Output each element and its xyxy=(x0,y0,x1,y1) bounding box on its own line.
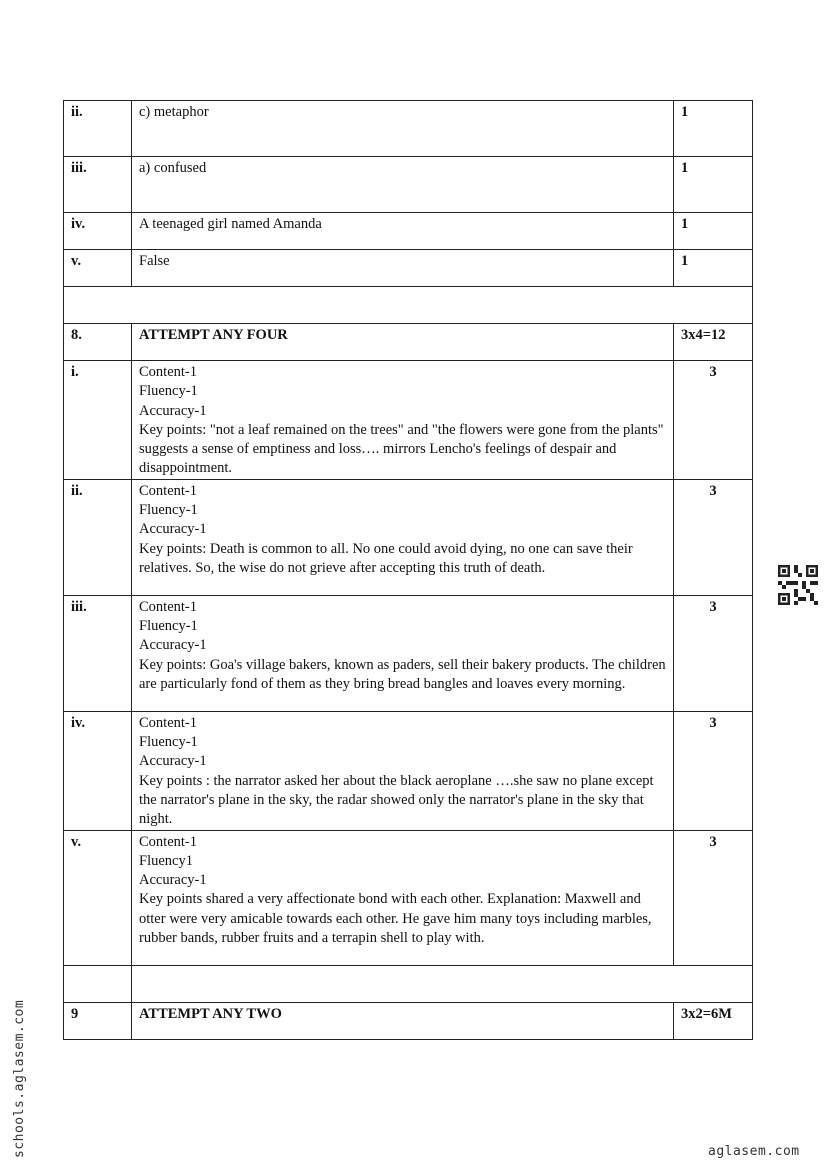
marks: 1 xyxy=(674,157,753,213)
question-number: iii. xyxy=(64,595,132,711)
section-title: ATTEMPT ANY FOUR xyxy=(132,324,674,361)
criterion: Content-1 xyxy=(139,598,197,615)
marks: 3 xyxy=(674,711,753,830)
question-number: v. xyxy=(64,250,132,287)
criterion: Accuracy-1 xyxy=(139,872,207,889)
question-number: v. xyxy=(64,830,132,965)
key-points: Key points: "not a leaf remained on the trees" and "the flowers were gone from the plants" suggests a sense of emptiness and loss…. mirrors Lencho's feelings of despair and disappointment. xyxy=(139,421,664,477)
question-number: i. xyxy=(64,361,132,480)
answer-text: A teenaged girl named Amanda xyxy=(132,213,674,250)
criterion: Content-1 xyxy=(139,714,197,731)
criterion: Accuracy-1 xyxy=(139,402,207,419)
answer-text xyxy=(132,711,674,830)
question-number: ii. xyxy=(64,101,132,157)
criterion: Content-1 xyxy=(139,364,197,380)
section-header-row xyxy=(64,1002,753,1039)
marks: 1 xyxy=(674,250,753,287)
section-header-row xyxy=(64,324,753,361)
section-marks: 3x2=6M xyxy=(674,1002,753,1039)
marking-scheme-table xyxy=(63,100,753,1040)
watermark-right: aglasem.com xyxy=(708,1144,800,1159)
criterion: Content-1 xyxy=(139,482,197,499)
marks: 1 xyxy=(674,101,753,157)
criterion: Fluency1 xyxy=(139,852,193,869)
answer-row xyxy=(64,361,753,480)
empty-cell xyxy=(64,965,132,1002)
key-points: Key points: Death is common to all. No one could avoid dying, no one can save their relatives. So, the wise do not grieve after accepting this truth of death. xyxy=(139,540,633,576)
marks: 3 xyxy=(674,361,753,480)
watermark-left: schools.aglasem.com xyxy=(12,999,27,1158)
section-marks: 3x4=12 xyxy=(674,324,753,361)
question-number: iv. xyxy=(64,711,132,830)
marks: 3 xyxy=(674,595,753,711)
marks: 1 xyxy=(674,213,753,250)
criterion: Fluency-1 xyxy=(139,383,198,400)
answer-row xyxy=(64,157,753,213)
empty-cell xyxy=(132,965,753,1002)
answer-row xyxy=(64,213,753,250)
criterion: Accuracy-1 xyxy=(139,521,207,538)
criterion: Accuracy-1 xyxy=(139,637,207,654)
answer-row xyxy=(64,830,753,965)
key-points: Key points shared a very affectionate bond with each other. Explanation: Maxwell and otter were very amicable towards each other. He gave him many toys including marbles, rubber bands, rubber fruits and a terrapin shell to play with. xyxy=(139,891,652,947)
answer-row xyxy=(64,479,753,595)
marks: 3 xyxy=(674,830,753,965)
question-number: iv. xyxy=(64,213,132,250)
marks: 3 xyxy=(674,479,753,595)
qr-code-icon xyxy=(778,565,818,605)
section-number: 9 xyxy=(64,1002,132,1039)
spacer-row xyxy=(64,965,753,1002)
empty-cell xyxy=(64,287,753,324)
key-points: Key points: Goa's village bakers, known as paders, sell their bakery products. The children are particularly fond of them as they bring bread bangles and loaves every morning. xyxy=(139,656,666,692)
answer-row xyxy=(64,711,753,830)
answer-text: a) confused xyxy=(132,157,674,213)
criterion: Fluency-1 xyxy=(139,734,198,751)
question-number: ii. xyxy=(64,479,132,595)
answer-row xyxy=(64,101,753,157)
answer-text: False xyxy=(132,250,674,287)
answer-text xyxy=(132,830,674,965)
criterion: Accuracy-1 xyxy=(139,753,207,770)
criterion: Content-1 xyxy=(139,833,197,850)
answer-row xyxy=(64,595,753,711)
question-number: iii. xyxy=(64,157,132,213)
answer-text xyxy=(132,361,674,480)
criterion: Fluency-1 xyxy=(139,618,198,635)
answer-row xyxy=(64,250,753,287)
spacer-row xyxy=(64,287,753,324)
section-number: 8. xyxy=(64,324,132,361)
section-title: ATTEMPT ANY TWO xyxy=(132,1002,674,1039)
key-points: Key points : the narrator asked her about the black aeroplane ….she saw no plane except the narrator's plane in the sky, the radar showed only the narrator's plane in the sky that night. xyxy=(139,772,654,828)
answer-text: c) metaphor xyxy=(132,101,674,157)
answer-text xyxy=(132,479,674,595)
answer-text xyxy=(132,595,674,711)
criterion: Fluency-1 xyxy=(139,502,198,519)
